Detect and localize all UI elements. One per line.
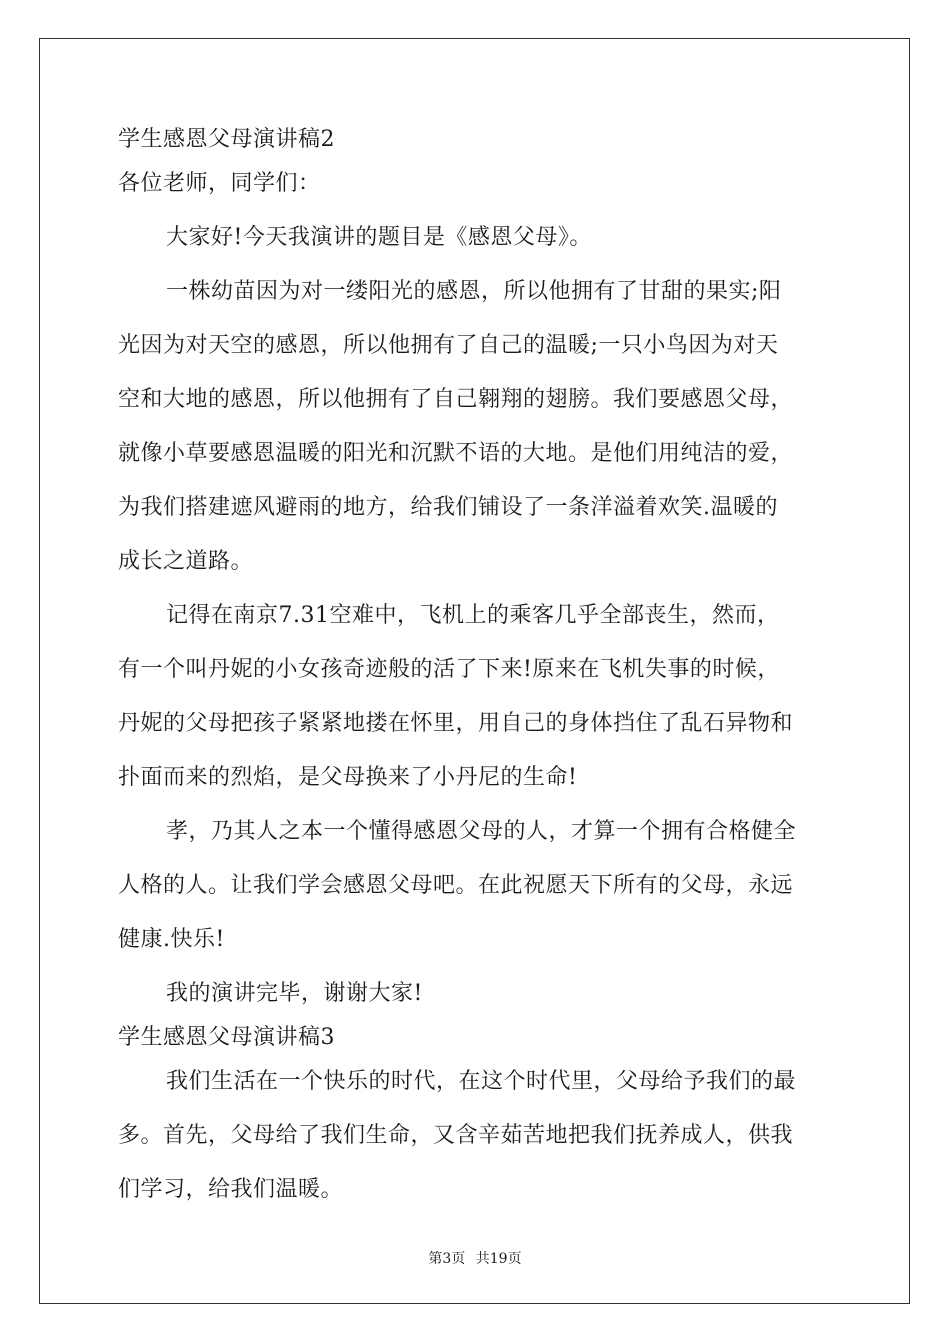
paragraph-line: 一株幼苗因为对一缕阳光的感恩，所以他拥有了甘甜的果实;阳 — [166, 279, 782, 304]
paragraph-line: 多。首先，父母给了我们生命，又含辛茹苦地把我们抚养成人，供我 — [118, 1123, 794, 1148]
salutation: 各位老师，同学们： — [118, 171, 321, 196]
paragraph-happy-era — [118, 1068, 833, 1230]
paragraph-air-crash — [118, 602, 833, 818]
paragraph-line: 光因为对天空的感恩，所以他拥有了自己的温暖;一只小鸟因为对天 — [118, 333, 779, 358]
paragraph-line: 就像小草要感恩温暖的阳光和沉默不语的大地。是他们用纯洁的爱， — [118, 441, 794, 466]
paragraph-line: 人格的人。让我们学会感恩父母吧。在此祝愿天下所有的父母，永远 — [118, 873, 794, 898]
paragraph-line: 记得在南京7.31空难中，飞机上的乘客几乎全部丧生，然而， — [166, 603, 780, 628]
paragraph-line: 我们生活在一个快乐的时代，在这个时代里，父母给予我们的最 — [166, 1069, 797, 1094]
paragraph-opening — [118, 224, 833, 278]
paragraph-line: 我的演讲完毕，谢谢大家! — [166, 981, 423, 1006]
paragraph-line: 扑面而来的烈焰，是父母换来了小丹尼的生命! — [118, 765, 578, 790]
section-heading-3: 学生感恩父母演讲稿3 — [118, 1025, 335, 1050]
paragraph-line: 有一个叫丹妮的小女孩奇迹般的活了下来!原来在飞机失事的时候， — [118, 657, 780, 682]
paragraph-line: 健康.快乐! — [118, 927, 225, 952]
paragraph-line: 为我们搭建遮风避雨的地方，给我们铺设了一条洋溢着欢笑.温暖的 — [118, 495, 778, 520]
paragraph-line: 们学习，给我们温暖。 — [118, 1177, 344, 1202]
paragraph-line: 成长之道路。 — [118, 549, 254, 574]
paragraph-closing — [118, 980, 833, 1024]
page-number: 第3页 — [428, 1251, 466, 1267]
paragraph-filial-piety — [118, 818, 833, 980]
paragraph-line: 孝，乃其人之本一个懂得感恩父母的人，才算一个拥有合格健全 — [166, 819, 797, 844]
section-heading-2: 学生感恩父母演讲稿2 — [118, 127, 335, 152]
paragraph-line: 空和大地的感恩，所以他拥有了自己翱翔的翅膀。我们要感恩父母， — [118, 387, 794, 412]
paragraph-line: 丹妮的父母把孩子紧紧地搂在怀里，用自己的身体挡住了乱石异物和 — [118, 711, 794, 736]
paragraph-seedling — [118, 278, 833, 602]
paragraph-line: 大家好!今天我演讲的题目是《感恩父母》。 — [166, 225, 592, 250]
page-total: 共19页 — [475, 1251, 522, 1267]
document-body — [118, 126, 833, 1230]
page-footer — [0, 1248, 950, 1268]
